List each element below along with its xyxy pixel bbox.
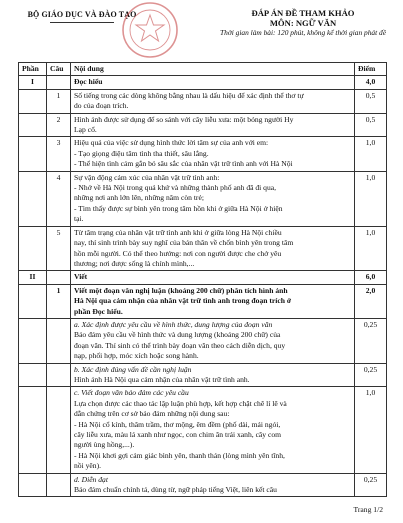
content-line: người ùng hồng,...). [74,440,135,450]
subject-line: MÔN: NGỮ VĂN [269,18,337,28]
empty-cell [19,113,47,137]
official-seal-icon [120,0,180,60]
content-line: - Thể hiện tình cảm gắn bó sâu sắc của nhân vật trữ tình anh với Hà Nội [74,159,293,169]
issuing-organization: BỘ GIÁO DỤC VÀ ĐÀO TẠO [27,10,137,19]
empty-cell [47,473,71,497]
content-line: - Tạo giọng điệu tâm tình tha thiết, sâu lắng. [74,148,209,158]
content-line: Hà Nội qua cảm nhận của nhân vật trữ tình anh trong đoạn trích ở [74,296,292,306]
empty-cell [19,363,47,387]
content-line: Hình ảnh Hà Nội qua cảm nhận của nhân vật trữ tình anh. [74,374,250,384]
content-line: Từ tâm trạng của nhân vật trữ tình anh khi ở giữa lòng Hà Nội chiều [74,227,282,237]
part-row-writing [19,271,387,284]
part-number: I [19,76,47,89]
content-line: nồi yên). [74,461,101,471]
content-line: Bảo đảm yêu cầu về hình thức và dung lượng (khoảng 200 chữ) của [74,330,281,340]
criterion-row [19,318,387,363]
table-row [19,226,387,271]
content-line: - Tìm thấy được sự bình yên trong tâm hồn khi ở giữa Hà Nội ở hiện [74,203,283,213]
table-header-row [19,63,387,76]
points-cell: 0,25 [355,363,387,387]
content-line: Lạp cổ. [74,125,97,135]
empty-cell [19,226,47,271]
empty-cell [19,89,47,113]
answer-content [71,226,355,271]
part-points: 6,0 [355,271,387,284]
content-line: cây liễu xưa, màu lá xanh như ngọc, con chim ăn trái xanh, cây com [74,430,282,439]
criterion-title: c. Viết đoạn văn bảo đảm các yêu cầu [74,388,189,398]
content-line: những nơi anh lớn lên, những năm còn trẻ; [74,193,204,203]
part-title: Đọc hiểu [71,76,355,89]
points-cell: 2,0 [355,284,387,318]
empty-cell [19,171,47,226]
content-line: - Nhớ về Hà Nội trong quá khứ và những thành phố anh đã đi qua, [74,183,277,193]
header-points: Điểm [355,63,387,76]
criterion-content [71,473,355,497]
question-number: 5 [47,226,71,271]
content-line: Viết một đoạn văn nghị luận (khoảng 200 chữ) phân tích hình ảnh [74,285,288,295]
content-line: Lựa chọn được các thao tác lập luận phù hợp, kết hợp chặt chẽ lí lẽ và [74,398,287,408]
empty-cell [19,318,47,363]
table-row [19,284,387,318]
points-cell: 0,5 [355,113,387,137]
criterion-content [71,387,355,473]
part-title: Viết [71,271,355,284]
answer-content [71,171,355,226]
criterion-row [19,363,387,387]
criterion-content [71,363,355,387]
answer-table [18,62,387,497]
document-header [208,8,398,38]
content-line: hồn mỗi người. Có thể theo hướng: nơi con người được che chở yêu [74,248,282,258]
content-line: nạp, phối hợp, móc xích hoặc song hành. [74,351,199,361]
content-line: dẫn chứng trên cơ sở bảo đảm những nội dung sau: [74,409,230,419]
question-number: 2 [47,113,71,137]
content-line: tại. [74,214,84,224]
content-line: do của đoạn trích. [74,101,129,111]
question-number: 4 [47,171,71,226]
empty-cell [19,284,47,318]
table-row [19,113,387,137]
points-cell: 0,25 [355,473,387,497]
part-points: 4,0 [355,76,387,89]
part-row-reading [19,76,387,89]
answer-content [71,137,355,171]
content-line: - Hà Nội cổ kính, thâm trầm, thơ mộng, êm đềm (phố dài, mái ngói, [74,419,281,429]
empty-cell [19,473,47,497]
header-content: Nội dung [71,63,355,76]
question-number: 3 [47,137,71,171]
page-number: Trang 1/2 [353,505,383,514]
empty-cell [19,137,47,171]
document-title: ĐÁP ÁN ĐỀ THAM KHẢO [251,8,355,18]
empty-cell [47,387,71,473]
header-part: Phần [19,63,47,76]
organization-underline [50,22,114,23]
table-row [19,171,387,226]
content-line: Hình ảnh được sử dụng để so sánh với cây liễu xưa: một bóng người Hy [74,114,294,124]
content-line: Số tiếng trong các dòng không bằng nhau là dấu hiệu để xác định thể thơ tự [74,90,304,100]
criterion-title: d. Diễn đạt [74,474,108,484]
table-row [19,89,387,113]
criterion-row [19,473,387,497]
criterion-content [71,318,355,363]
empty-cell [47,76,71,89]
answer-content [71,113,355,137]
empty-cell [47,318,71,363]
empty-cell [47,271,71,284]
question-number: 1 [47,284,71,318]
points-cell: 1,0 [355,387,387,473]
points-cell: 0,25 [355,318,387,363]
empty-cell [19,387,47,473]
content-line: nay, thí sinh trình bày suy nghĩ của bản thân về chốn bình yên trong tâm [74,238,294,248]
question-number: 1 [47,89,71,113]
content-line: Hiệu quả của việc sử dụng hình thức lời tâm sự của anh với em: [74,138,269,148]
points-cell: 1,0 [355,226,387,271]
content-line: đoạn văn. Thí sinh có thể trình bày đoạn văn theo cách diễn dịch, quy [74,340,286,350]
points-cell: 0,5 [355,89,387,113]
criterion-title: a. Xác định được yêu cầu về hình thức, dung lượng của đoạn văn [74,319,273,329]
time-note: Thời gian làm bài: 120 phút, không kể thời gian phát đề [220,28,386,37]
part-number: II [19,271,47,284]
content-line: Bảo đảm chuẩn chính tả, dùng từ, ngữ pháp tiếng Việt, liên kết câu [74,485,277,495]
criterion-row [19,387,387,473]
points-cell: 1,0 [355,137,387,171]
question-prompt [71,284,355,318]
content-line: Sự vận động cảm xúc của nhân vật trữ tình anh: [74,172,220,182]
points-cell: 1,0 [355,171,387,226]
content-line: phần Đọc hiểu. [74,306,123,316]
header-question: Câu [47,63,71,76]
content-line: - Hà Nội khơi gợi cảm giác bình yên, thanh thản (lòng mình yên tĩnh, [74,450,285,460]
criterion-title: b. Xác định đúng vấn đề cần nghị luận [74,364,192,374]
table-row [19,137,387,171]
empty-cell [47,363,71,387]
answer-content [71,89,355,113]
content-line: thương; nơi được sống là chính mình,... [74,258,195,268]
